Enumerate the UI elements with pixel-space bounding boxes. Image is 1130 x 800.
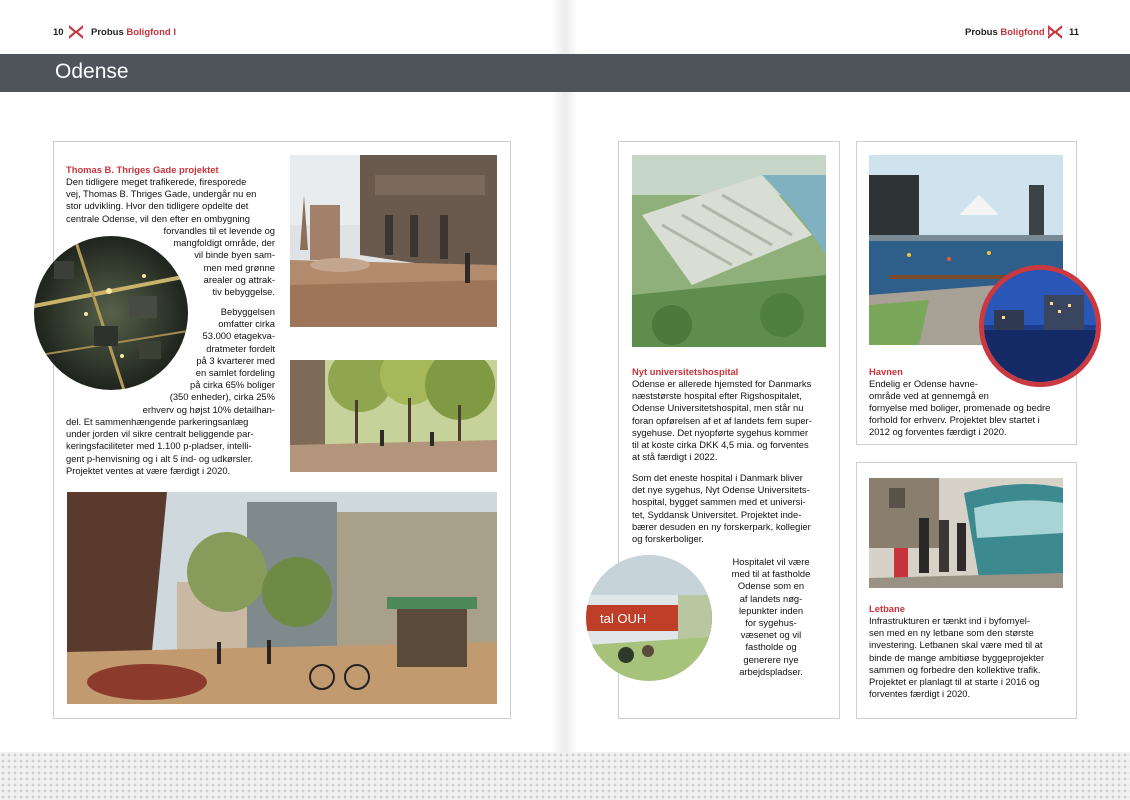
probus-logo-icon [68,24,84,40]
tram-photo [869,478,1063,588]
text-line: binde de mange ambitiøse byggeprojekter [869,651,1045,663]
text-line: fornyelse med boliger, promenade og bedre [869,402,1051,413]
text-line: Endelig er Odense havne- [869,378,978,389]
text-line: arealer og attrak- [203,273,275,285]
text-line: forventes færdigt i 2020. [869,688,971,700]
text-line: tet, Syddansk Universitet. Projektet inde- [632,508,802,520]
text-line: investering. Letbanen skal være med til at [869,639,1043,651]
text-line: en samlet fordeling [195,367,275,379]
text-line: væsenet og vil [740,629,802,641]
dotted-background [0,752,1130,800]
title-bar [0,54,1130,92]
text-line: sen med en ny letbane som den største [869,627,1034,639]
havnen-heading: Havnen [869,366,903,377]
text-line: foran opførelsen af et af landets fem super- [632,414,812,426]
text-line: for sygehus- [745,617,797,629]
page-number-left: 10 [53,27,64,38]
text-line: Odense Universitetshospital, men står nu [632,402,804,414]
text-line: Som det eneste hospital i Danmark bliver [632,472,803,483]
havnen-body-wrap [869,378,989,402]
text-line: under jorden vil sikre centralt beliggende par- [66,428,254,440]
text-line: tiv bebyggelse. [212,286,275,298]
text-line: gent p-henvisning og i alt 5 ind- og udkørsler. [66,452,254,464]
letbane-heading: Letbane [869,603,905,614]
text-line: erhverv og højst 10% detailhan- [142,403,275,415]
brand-left: Probus Boligfond I [91,27,176,38]
text-line: område ved at gennemgå en [869,390,989,402]
ouh-sign-text: tal OUH [600,611,647,626]
thomas-body-top [66,176,256,225]
text-line: keringsfaciliteter med 1.100 p-pladser, intelli- [66,440,252,452]
text-line: men med grønne [203,261,275,273]
text-line: Infrastrukturen er tænkt ind i byfornyel- [869,615,1031,626]
havnen-body [869,402,1050,439]
text-line: mangfoldigt område, der [173,237,275,249]
text-line: 2012 og forventes færdigt i 2020. [869,426,1007,438]
text-line: Odense som en [737,580,805,592]
text-line: næststørste hospital efter Rigshospitalet, [632,390,802,402]
text-line: arbejdspladser. [739,665,803,677]
page-title: Odense [55,60,129,83]
text-line: og forskerboliger. [632,533,704,545]
hospital-body-3 [712,556,830,678]
text-line: med til at fastholde [731,568,811,580]
plaza-render-photo [290,155,497,327]
text-line: hospital, bygget sammen med et universi- [632,496,806,508]
page-gutter [552,0,578,752]
page-number-right: 11 [1069,27,1080,38]
text-line: forhold for erhverv. Projektet blev startet i [869,414,1040,426]
text-line: Projektet ventes at være færdigt i 2020. [66,464,231,476]
text-line: lepunkter inden [738,604,804,616]
text-line: sygehuse. Det nyopførte sygehus kommer [632,426,809,438]
text-line: omfatter cirka [218,318,275,330]
hospital-body-1 [632,378,812,463]
text-line: del. Et sammenhængende parkeringsanlæg [66,416,249,427]
text-line: Den tidligere meget trafikerede, firesporede [66,176,247,187]
hospital-heading: Nyt universitetshospital [632,366,739,377]
text-line: fastholde og [745,641,797,653]
probus-logo-icon [1047,24,1063,40]
market-street-photo [67,492,497,704]
text-line: stor udvikling. Hvor den tidligere opdelte det [66,200,249,212]
text-line: af landets nøg- [739,592,803,604]
thomas-heading: Thomas B. Thriges Gade projektet [66,164,219,175]
thomas-body-bottom [66,416,254,477]
text-line: vej, Thomas B. Thriges Gade, undergår nu en [66,188,257,200]
text-line: bærer desuden en ny forskerpark, kollegier [632,520,811,532]
text-line: centrale Odense, vil den efter en ombygning [66,212,250,224]
text-line: dratmeter fordelt [206,342,275,354]
brand-right: Probus Boligfond I [965,27,1050,38]
text-line: Bebyggelsen [220,306,275,317]
letbane-body [869,615,1044,700]
text-line: sammen og forbedre den kollektive trafik. [869,663,1041,675]
text-line: (350 enheder), cirka 25% [169,391,275,403]
text-line: Hospitalet vil være [732,556,810,567]
hospital-aerial-photo [632,155,826,347]
harbour-night-photo [979,265,1101,387]
ouh-entrance-photo [586,555,712,681]
text-line: generere nye [743,653,799,665]
text-line: på cirka 65% boliger [190,379,275,391]
text-line: på 3 kvarterer med [196,354,275,366]
hospital-body-2 [632,472,811,545]
text-line: Projektet er planlagt til at starte i 2016 og [869,676,1040,688]
text-line: at stå færdigt i 2022. [632,451,718,463]
text-line: Odense er allerede hjemsted for Danmarks [632,378,812,389]
text-line: til at koste cirka DKK 4,5 mia. og forventes [632,439,809,451]
text-line: det nye sygehus, Nyt Odense Universitets- [632,484,810,496]
text-line: forvandles til et levende og [163,225,275,236]
tree-street-photo [290,360,497,472]
text-line: vil binde byen sam- [194,249,275,261]
aerial-night-photo [34,236,188,390]
text-line: 53.000 etagekva- [202,330,275,342]
